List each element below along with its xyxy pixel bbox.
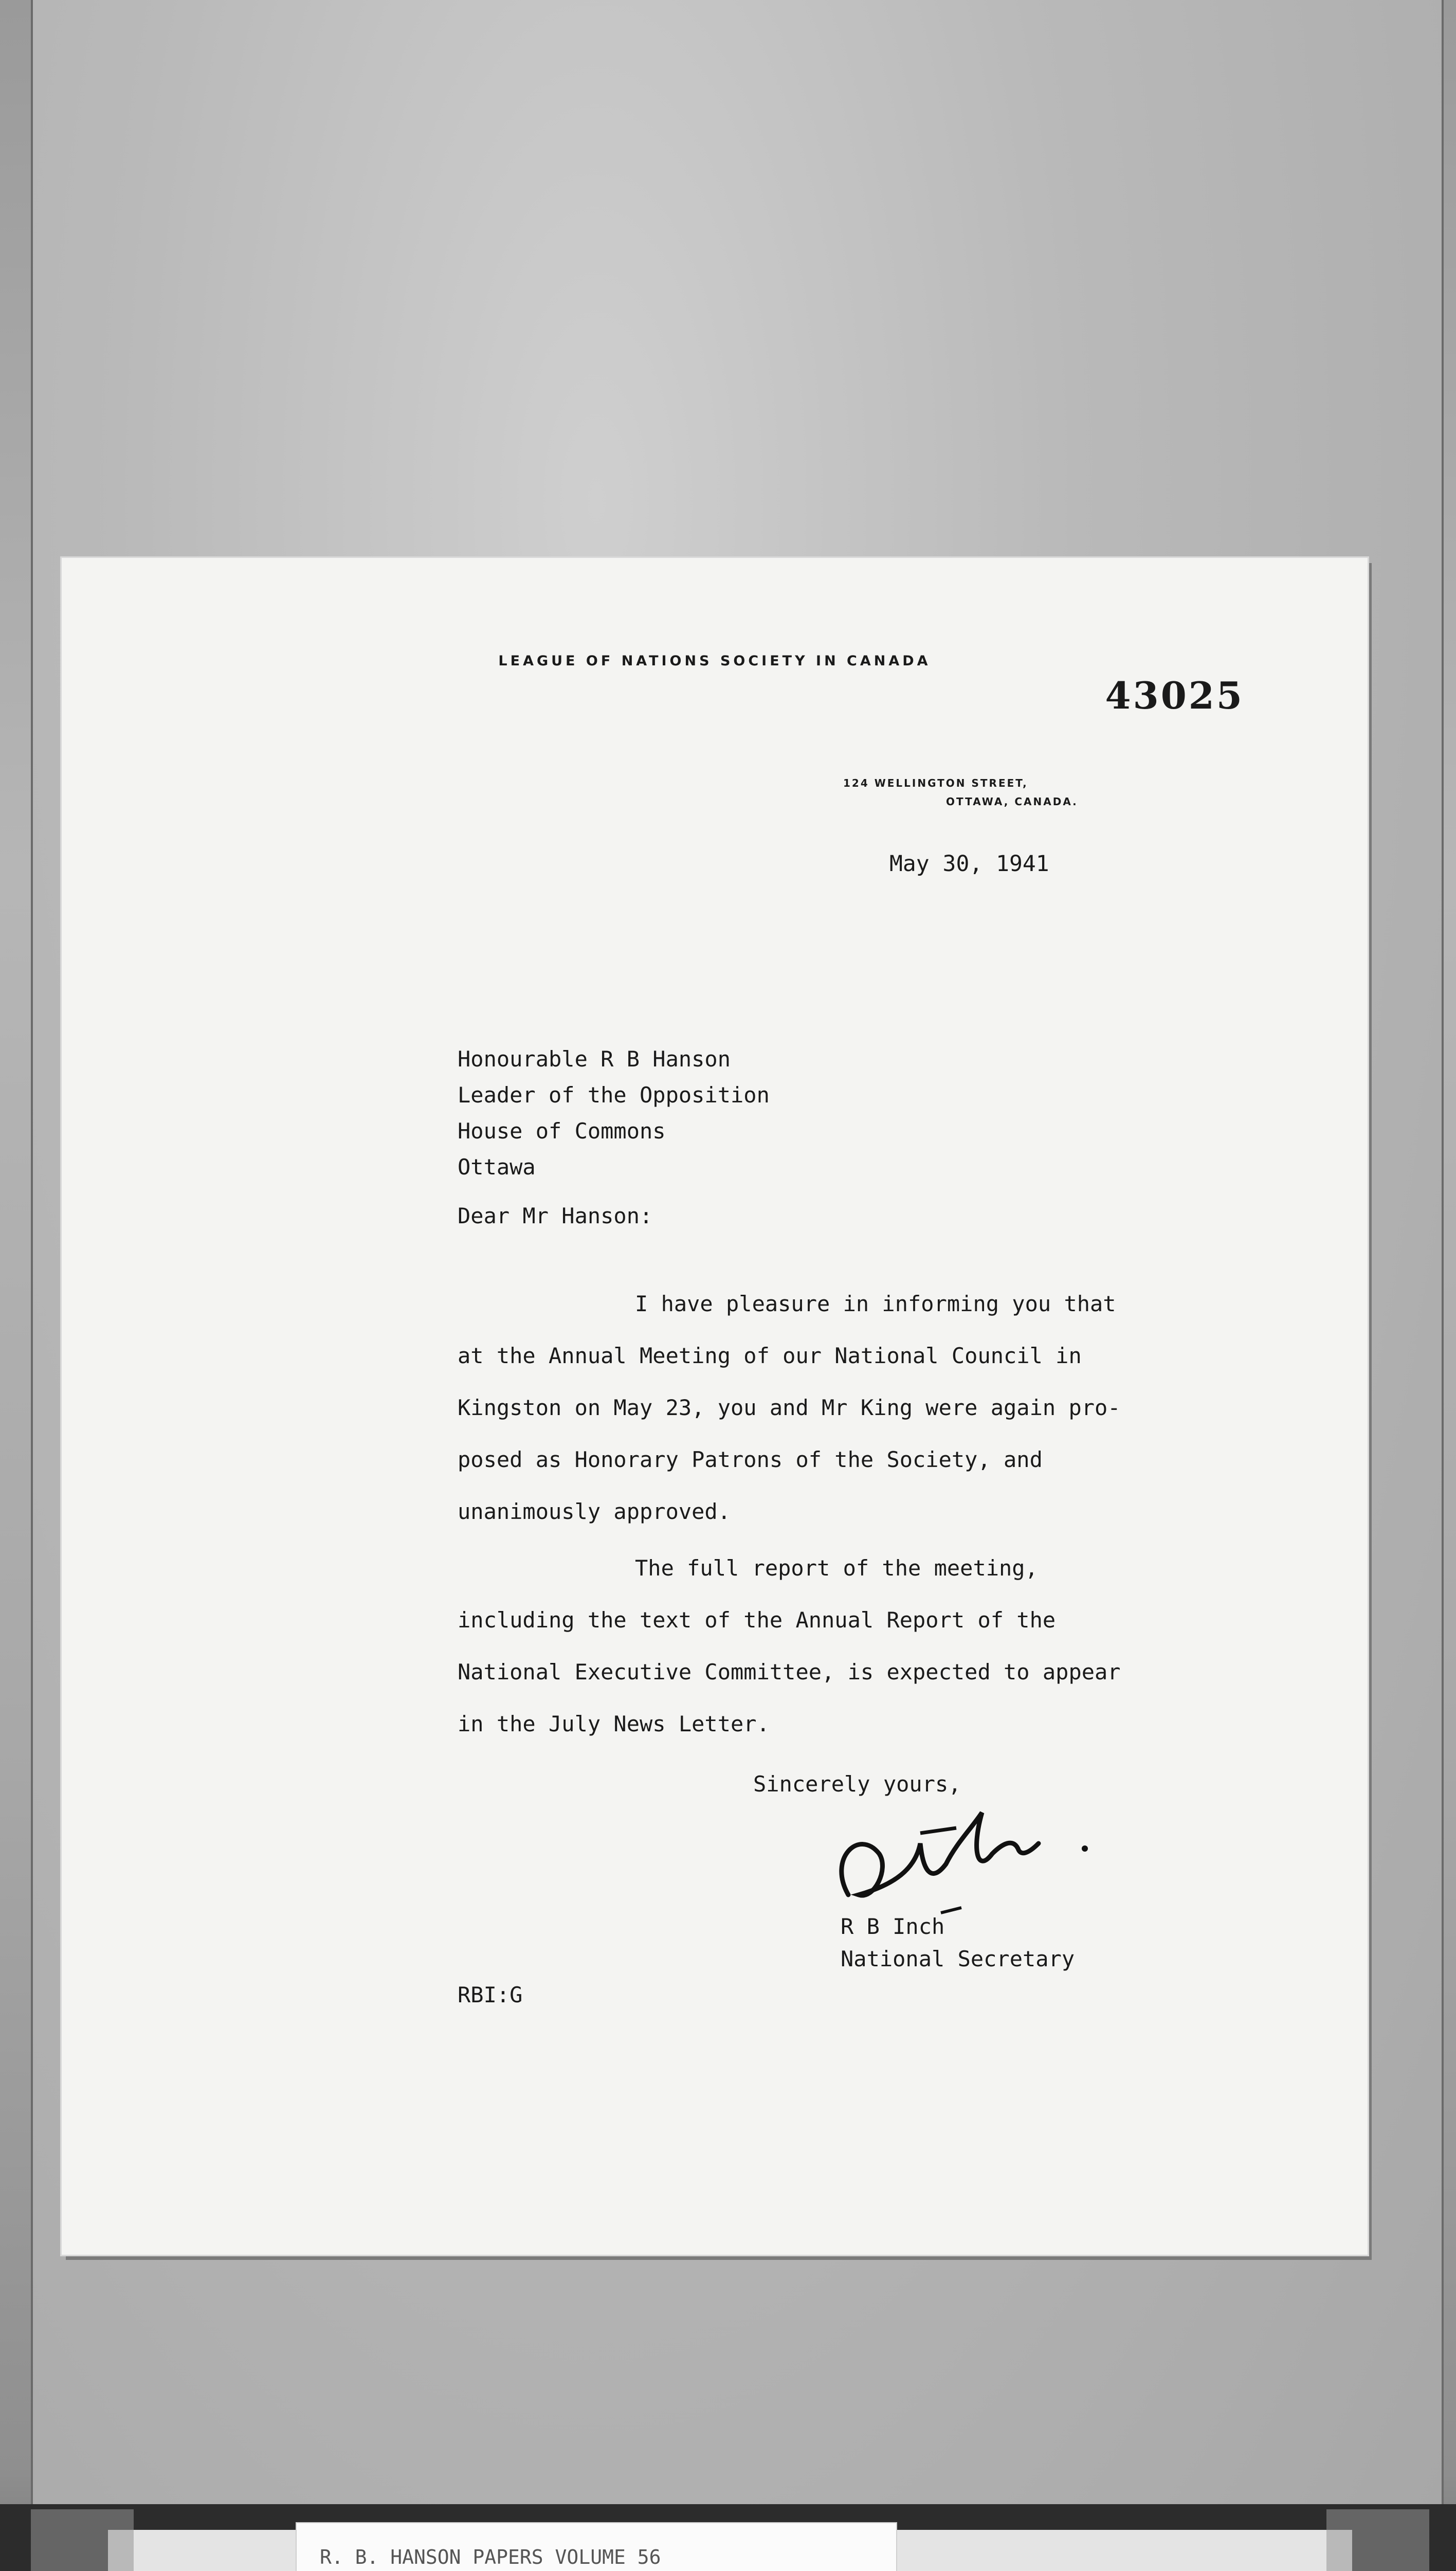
- letterhead: LEAGUE OF NATIONS SOCIETY IN CANADA: [498, 653, 931, 669]
- body-line: posed as Honorary Patrons of the Society, and: [458, 1447, 1043, 1472]
- body-line: at the Annual Meeting of our National Council in: [458, 1343, 1082, 1368]
- body-line: unanimously approved.: [458, 1499, 731, 1524]
- recipient-block: [458, 1041, 770, 1185]
- signer-name: R B Inch: [841, 1914, 945, 1939]
- recipient-line: Leader of the Opposition: [458, 1082, 770, 1108]
- address-city: OTTAWA, CANADA.: [946, 795, 1078, 808]
- body-line: I have pleasure in informing you that: [635, 1291, 1116, 1316]
- document-number: 43025: [1105, 674, 1244, 717]
- recipient-line: Ottawa: [458, 1154, 536, 1180]
- body-line: in the July News Letter.: [458, 1711, 770, 1736]
- letter-page: [62, 558, 1368, 2255]
- address-street: 124 WELLINGTON STREET,: [843, 777, 1028, 789]
- closing: Sincerely yours,: [753, 1771, 961, 1797]
- salutation: Dear Mr Hanson:: [458, 1203, 653, 1228]
- recipient-line: Honourable R B Hanson: [458, 1046, 731, 1072]
- signer-title: National Secretary: [841, 1946, 1075, 1971]
- recipient-line: House of Commons: [458, 1118, 666, 1144]
- typist-initials: RBI:G: [458, 1982, 523, 2007]
- volume-label: R. B. HANSON PAPERS VOLUME 56: [296, 2522, 897, 2571]
- body-line: National Executive Committee, is expected to appear: [458, 1659, 1121, 1685]
- body-line: including the text of the Annual Report of the: [458, 1607, 1056, 1633]
- body-paragraph: [458, 1542, 1229, 1750]
- tape-left: [31, 2509, 134, 2571]
- body-paragraph: [458, 1278, 1229, 1537]
- tape-right: [1326, 2509, 1429, 2571]
- sender-address: [843, 774, 1078, 811]
- body-line: The full report of the meeting,: [635, 1555, 1038, 1581]
- body-line: Kingston on May 23, you and Mr King were again pro-: [458, 1395, 1121, 1420]
- letter-date: May 30, 1941: [889, 851, 1049, 877]
- signer-block: [841, 1910, 1075, 1975]
